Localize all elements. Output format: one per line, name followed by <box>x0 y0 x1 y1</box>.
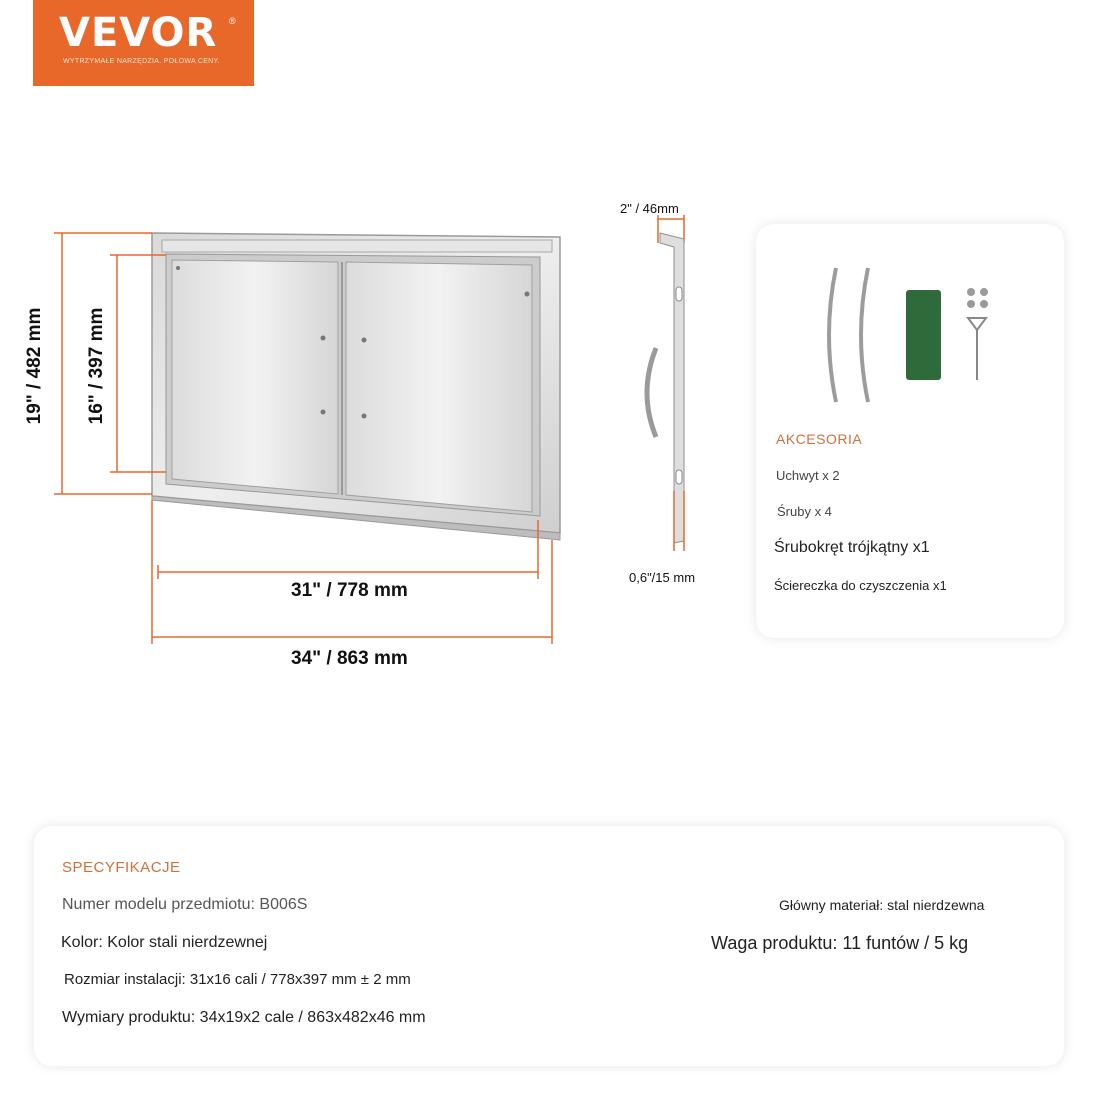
spec-install-size: Rozmiar instalacji: 31x16 cali / 778x397 mm ± 2 mm <box>64 971 411 988</box>
outer-height-label: 19" / 482 mm <box>24 307 45 425</box>
spec-color: Kolor: Kolor stali nierdzewnej <box>61 934 268 951</box>
accessory-screws: Śruby x 4 <box>777 504 832 519</box>
accessory-handle: Uchwyt x 2 <box>776 468 840 483</box>
cleaning-pad-icon <box>906 290 941 380</box>
outer-width-label: 34" / 863 mm <box>291 648 408 669</box>
door-side-view <box>620 215 710 560</box>
depth-label: 2" / 46mm <box>620 201 679 216</box>
spec-product-dimensions: Wymiary produktu: 34x19x2 cale / 863x482x46 mm <box>62 1009 426 1026</box>
specifications-card <box>34 826 1064 1066</box>
accessory-screwdriver: Śrubokręt trójkątny x1 <box>774 539 930 556</box>
triangle-key-icon <box>968 318 986 380</box>
inner-width-label: 31" / 778 mm <box>291 580 408 601</box>
accessories-card <box>756 224 1064 638</box>
spec-model: Numer modelu przedmiotu: B006S <box>62 896 308 913</box>
spec-weight: Waga produktu: 11 funtów / 5 kg <box>711 933 969 953</box>
side-profile <box>660 233 684 543</box>
inner-height-label: 16" / 397 mm <box>86 307 107 425</box>
top-rail <box>162 240 552 252</box>
accessory-cloth: Ściereczka do czyszczenia x1 <box>774 578 947 593</box>
thickness-label: 0,6"/15 mm <box>629 570 696 585</box>
left-door <box>172 260 338 494</box>
spec-material: Główny materiał: stal nierdzewna <box>779 897 985 913</box>
right-door <box>346 262 532 512</box>
handle-icon <box>829 268 868 402</box>
accessories-image <box>816 260 1016 410</box>
side-handle <box>647 348 656 437</box>
specifications-title: SPECYFIKACJE <box>62 859 181 876</box>
logo-registered-mark: ® <box>229 16 236 26</box>
logo-tagline: WYTRZYMAŁE NARZĘDZIA. POŁOWA CENY. <box>63 58 220 65</box>
logo-brand: VEVOR <box>59 10 218 56</box>
screws-icon <box>967 288 988 308</box>
accessories-title: AKCESORIA <box>776 431 863 447</box>
